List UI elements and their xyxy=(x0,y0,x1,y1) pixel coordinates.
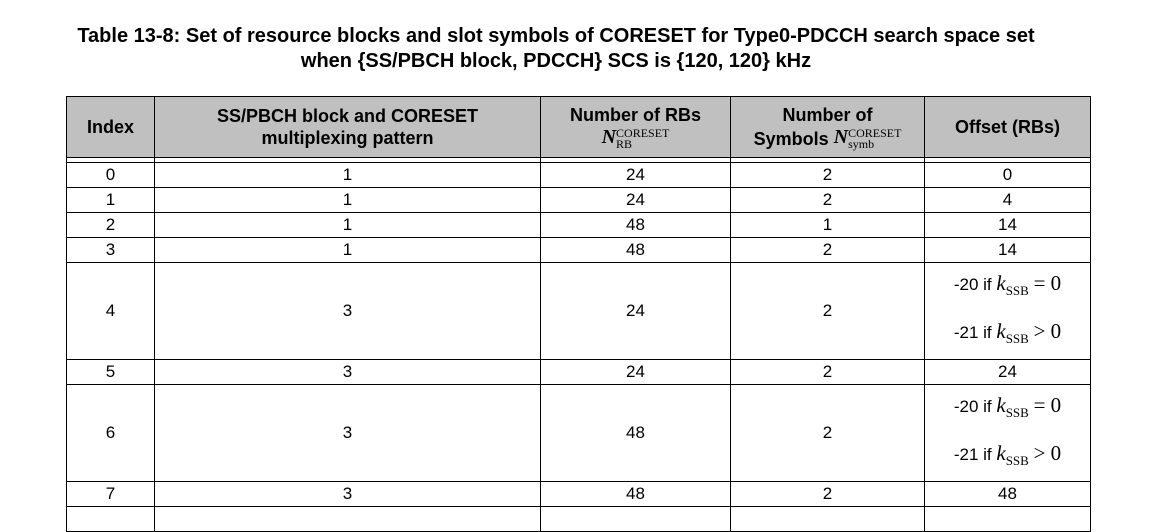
cell-pattern: 1 xyxy=(155,238,541,263)
header-offset: Offset (RBs) xyxy=(925,97,1091,158)
cell-symbols: 2 xyxy=(731,188,925,213)
caption-line-2: when {SS/PBCH block, PDCCH} SCS is {120, 120} kHz xyxy=(300,50,812,72)
cell-offset: 48 xyxy=(925,482,1091,507)
cell-index: 7 xyxy=(67,482,155,507)
header-pattern-line2: multiplexing pattern xyxy=(261,128,434,148)
table-row xyxy=(67,385,1091,482)
cell-index: 3 xyxy=(67,238,155,263)
header-index: Index xyxy=(67,97,155,158)
caption-line-1: Table 13-8: Set of resource blocks and slot symbols of CORESET for Type0-PDCCH search space set xyxy=(77,25,1035,47)
table-row xyxy=(67,263,1091,360)
cell-offset xyxy=(925,263,1091,360)
cell-rbs: 48 xyxy=(541,213,731,238)
table-row xyxy=(67,213,1091,238)
offset-condition-positive: -21 if $k_{SSB} > 0$ xyxy=(953,319,1062,346)
table-row-partial xyxy=(67,507,1091,532)
cell-rbs: 24 xyxy=(541,360,731,385)
cell-symbols: 2 xyxy=(731,263,925,360)
cell-index: 1 xyxy=(67,188,155,213)
cell-offset: 14 xyxy=(925,238,1091,263)
cell-rbs: 24 xyxy=(541,188,731,213)
symb-sup: CORESET xyxy=(848,125,902,140)
cell-symbols: 2 xyxy=(731,360,925,385)
cell-symbols: 1 xyxy=(731,213,925,238)
cell-symbols: 2 xyxy=(731,385,925,482)
cell-rbs: 48 xyxy=(541,238,731,263)
cell-pattern: 3 xyxy=(155,263,541,360)
cell-rbs: 24 xyxy=(541,263,731,360)
cell-offset: 4 xyxy=(925,188,1091,213)
table-row xyxy=(67,238,1091,263)
cell-pattern: 1 xyxy=(155,213,541,238)
cell-offset: 14 xyxy=(925,213,1091,238)
table-row xyxy=(67,163,1091,188)
header-symbols-line2 xyxy=(731,126,924,149)
table-row xyxy=(67,188,1091,213)
table-row xyxy=(67,482,1091,507)
cell-index: 6 xyxy=(67,385,155,482)
cell-pattern: 1 xyxy=(155,188,541,213)
cell-rbs: 24 xyxy=(541,163,731,188)
cell-symbols: 2 xyxy=(731,238,925,263)
header-pattern-line1: SS/PBCH block and CORESET xyxy=(216,106,479,126)
header-symbols-prefix: Symbols xyxy=(753,128,829,149)
header-symbols xyxy=(731,97,925,158)
header-row xyxy=(67,97,1091,158)
cell-index: 2 xyxy=(67,213,155,238)
cell-pattern: 3 xyxy=(155,360,541,385)
coreset-table xyxy=(66,96,1091,532)
header-pattern xyxy=(155,97,541,158)
cell-symbols: 2 xyxy=(731,163,925,188)
cell-index: 0 xyxy=(67,163,155,188)
symb-n-symbol: N xyxy=(833,126,849,149)
rbs-sub: RB xyxy=(616,136,633,151)
cell-symbols: 2 xyxy=(731,482,925,507)
rbs-sup: CORESET xyxy=(616,125,670,140)
header-rbs xyxy=(541,97,731,158)
offset-condition-zero: -20 if $k_{SSB} = 0$ xyxy=(953,393,1062,420)
rbs-n-symbol: N xyxy=(601,126,617,149)
cell-index: 5 xyxy=(67,360,155,385)
table-row xyxy=(67,360,1091,385)
header-rbs-symbol xyxy=(541,126,730,149)
cell-offset: 24 xyxy=(925,360,1091,385)
cell-offset: 0 xyxy=(925,163,1091,188)
cell-pattern: 3 xyxy=(155,385,541,482)
cell-index: 4 xyxy=(67,263,155,360)
cell-offset xyxy=(925,385,1091,482)
cell-pattern: 1 xyxy=(155,163,541,188)
cell-rbs: 48 xyxy=(541,385,731,482)
header-symbols-line1: Number of xyxy=(782,105,873,126)
symb-sub: symb xyxy=(848,136,875,151)
cell-pattern: 3 xyxy=(155,482,541,507)
offset-condition-zero: -20 if $k_{SSB} = 0$ xyxy=(953,271,1062,298)
offset-condition-positive: -21 if $k_{SSB} > 0$ xyxy=(953,441,1062,468)
cell-rbs: 48 xyxy=(541,482,731,507)
table-caption xyxy=(0,24,1112,74)
header-rbs-line1: Number of RBs xyxy=(569,105,701,126)
